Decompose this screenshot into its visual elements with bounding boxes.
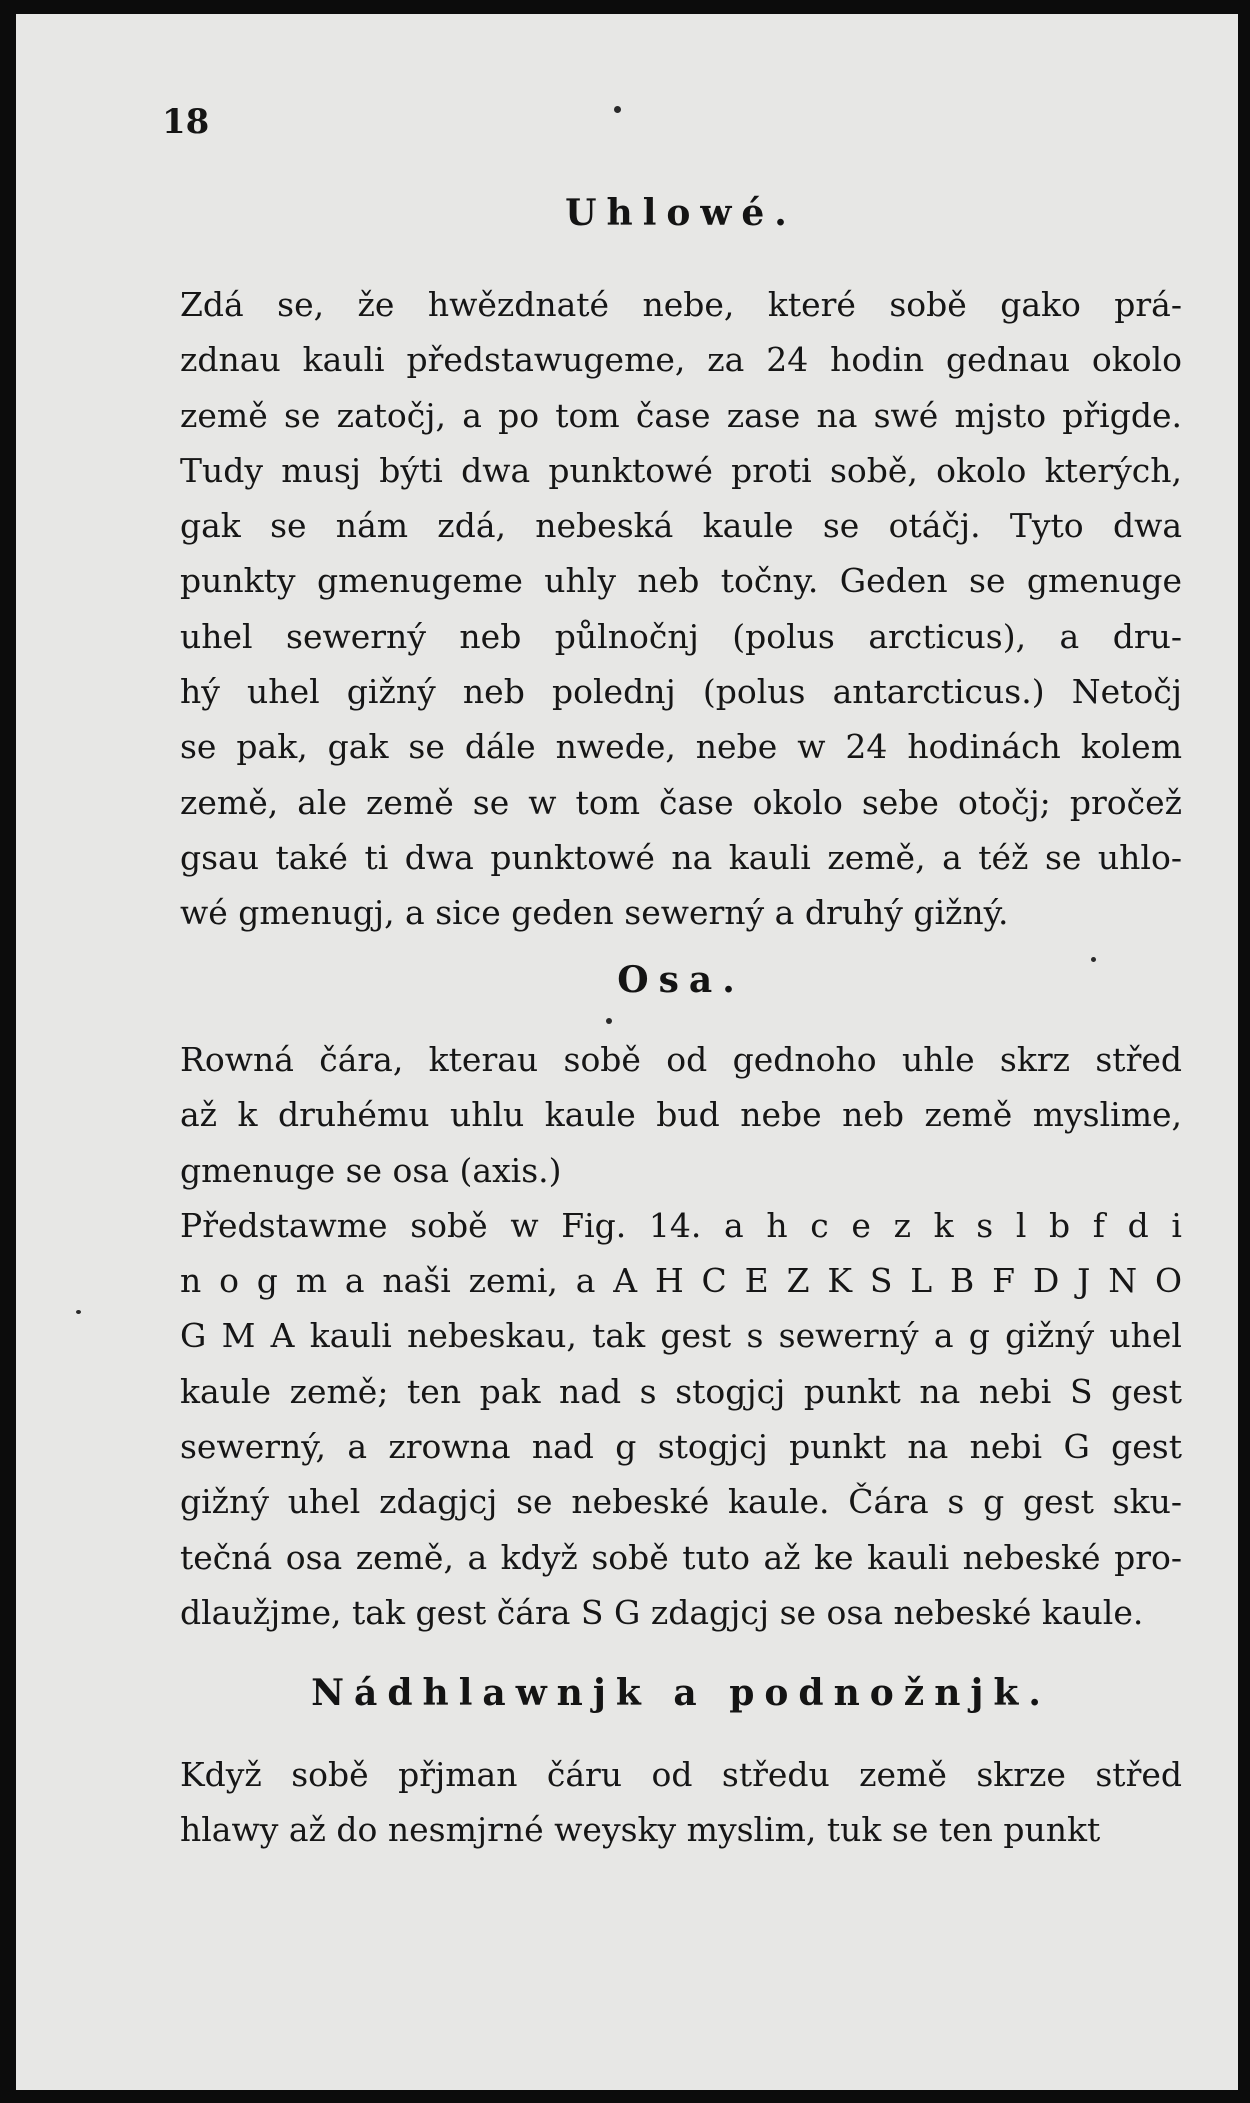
- paragraph: [180, 1747, 1182, 1858]
- paragraph: [180, 277, 1182, 941]
- text-line: hlawy až do nesmjrné weysky myslim, tuk se ten punkt: [180, 1810, 1101, 1850]
- book-page: [16, 14, 1238, 2090]
- text-line: země se zatočj, a po tom čase zase na swé mjsto přigde.: [180, 395, 1182, 435]
- text-line: punkty gmenugeme uhly neb točny. Geden se gmenuge: [180, 561, 1182, 601]
- paper-speck: [606, 1018, 612, 1024]
- text-line: zdnau kauli předstawugeme, za 24 hodin gednau okolo: [180, 340, 1182, 380]
- paper-speck: [76, 1310, 81, 1314]
- text-line: gsau také ti dwa punktowé na kauli země, a též se uhlo-: [180, 837, 1182, 877]
- page-number: 18: [162, 102, 210, 142]
- text-line: dlaužjme, tak gest čára S G zdagjcj se osa nebeské kaule.: [180, 1592, 1144, 1632]
- text-line: hý uhel gižný neb polednj (polus antarcticus.) Netočj: [180, 672, 1182, 712]
- text-line: Tudy musj býti dwa punktowé proti sobě, okolo kterých,: [180, 450, 1182, 490]
- text-line: země, ale země se w tom čase okolo sebe otočj; pročež: [180, 782, 1182, 822]
- text-line: Když sobě přjman čáru od středu země skrze střed: [180, 1755, 1182, 1794]
- text-line: n o g m a naši zemi, a A H C E Z K S L B F D J N O: [180, 1261, 1182, 1301]
- section-heading: Osa.: [617, 959, 745, 1001]
- text-line: gižný uhel zdagjcj se nebeské kaule. Čára s g gest sku-: [180, 1482, 1182, 1522]
- paper-speck: [1091, 957, 1096, 962]
- text-line: gak se nám zdá, nebeská kaule se otáčj. Tyto dwa: [180, 506, 1182, 546]
- section-heading: Nádhlawnjk a podnožnjk.: [311, 1672, 1051, 1714]
- text-line: tečná osa země, a když sobě tuto až ke kauli nebeské pro-: [180, 1537, 1182, 1577]
- text-line: wé gmenugj, a sice geden sewerný a druhý gižný.: [180, 893, 1009, 933]
- text-line: se pak, gak se dále nwede, nebe w 24 hodinách kolem: [180, 727, 1182, 767]
- text-line: sewerný, a zrowna nad g stogjcj punkt na nebi G gest: [180, 1427, 1182, 1467]
- paper-speck: [614, 106, 621, 113]
- text-line: Zdá se, že hwězdnaté nebe, které sobě gako prá-: [180, 285, 1182, 324]
- text-line: kaule země; ten pak nad s stogjcj punkt na nebi S gest: [180, 1371, 1182, 1411]
- text-line: gmenuge se osa (axis.): [180, 1150, 562, 1190]
- text-line: uhel sewerný neb půlnočnj (polus arcticus), a dru-: [180, 616, 1182, 656]
- text-line: Rowná čára, kterau sobě od gednoho uhle skrz střed: [180, 1040, 1182, 1079]
- paragraph: [180, 1032, 1182, 1640]
- text-line: až k druhému uhlu kaule bud nebe neb země myslime,: [180, 1095, 1182, 1135]
- text-line: G M A kauli nebeskau, tak gest s sewerný a g gižný uhel: [180, 1316, 1182, 1356]
- section-heading: Uhlowé.: [565, 192, 797, 234]
- text-line: Předstawme sobě w Fig. 14. a h c e z k s l b f d i: [180, 1205, 1182, 1245]
